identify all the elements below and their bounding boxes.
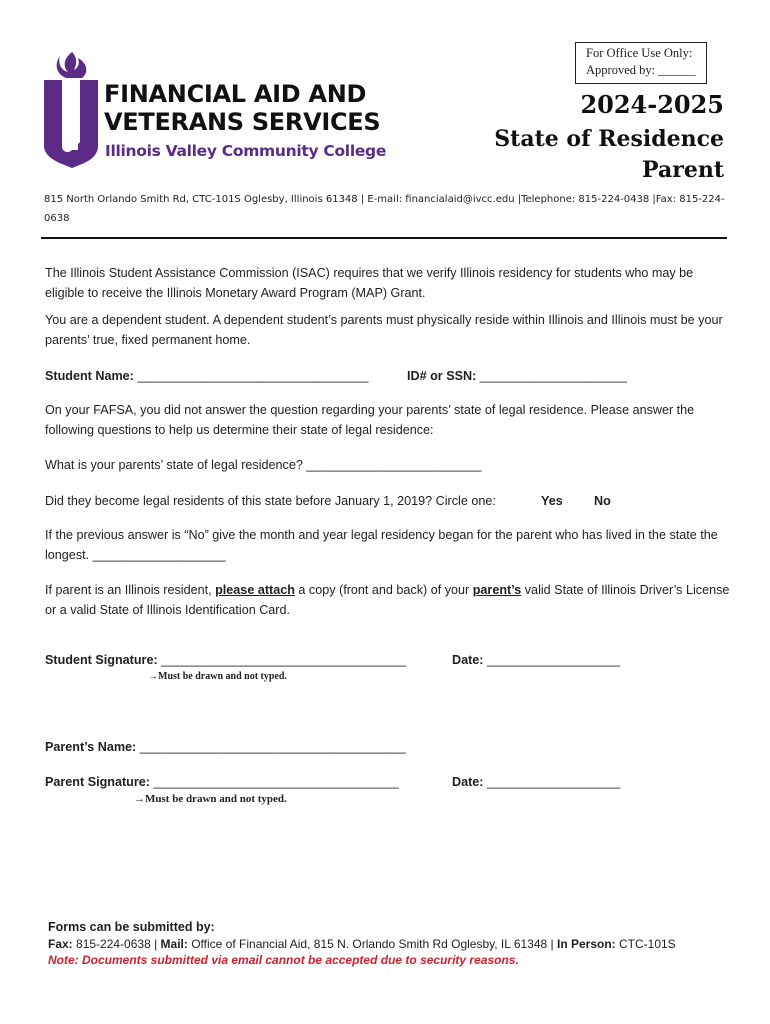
attach-paragraph bbox=[45, 580, 730, 620]
id-row bbox=[407, 366, 727, 386]
student-signature-note: →Must be drawn and not typed. bbox=[148, 671, 287, 682]
mail-value: Office of Financial Aid, 815 N. Orlando Smith Rd Oglesby, IL 61348 | bbox=[187, 937, 557, 951]
parent-date-label: Date: bbox=[452, 775, 487, 789]
contact-address: 815 North Orlando Smith Rd, CTC-101S Oglesby, Illinois 61348 | E-mail: financialaid@ivcc.edu |Telephone: 815-224-0438 |Fax: 815-224-0638 bbox=[44, 194, 725, 224]
fax-label: Fax: bbox=[48, 937, 73, 951]
parent-name-field[interactable]: ______________________________________ bbox=[139, 740, 406, 754]
academic-year: 2024-2025 bbox=[580, 90, 724, 119]
office-use-label: For Office Use Only: bbox=[586, 46, 693, 60]
submit-methods bbox=[48, 937, 738, 951]
parent-name-label: Parent’s Name: bbox=[45, 740, 140, 754]
month-year-label: If the previous answer is “No” give the month and year legal residency began for the parent who has lived in the state the longest. bbox=[45, 528, 718, 562]
student-name-field[interactable]: _________________________________ bbox=[137, 369, 369, 383]
parent-signature-label: Parent Signature: bbox=[45, 775, 154, 789]
before-date-label: Did they become legal residents of this state before January 1, 2019? Circle one: bbox=[45, 494, 496, 508]
dependent-paragraph: You are a dependent student. A dependent student’s parents must physically reside within Illinois and Illinois must be your parents’ true, fixed permanent home. bbox=[45, 313, 723, 347]
yes-option[interactable]: Yes bbox=[541, 494, 563, 508]
student-name-label: Student Name: bbox=[45, 369, 138, 383]
form-title: State of Residence bbox=[494, 126, 724, 152]
submit-heading: Forms can be submitted by: bbox=[48, 920, 215, 934]
office-use-box bbox=[575, 42, 707, 84]
parent-signature-field[interactable]: ___________________________________ bbox=[153, 775, 399, 789]
attach-text-3: valid State of Illinois Driver’s License or a valid State of Illinois Identification Card. bbox=[45, 583, 730, 617]
college-name: Illinois Valley Community College bbox=[105, 142, 387, 160]
college-logo bbox=[42, 50, 402, 170]
approved-by-field[interactable]: Approved by: ______ bbox=[586, 63, 696, 77]
email-warning-note: Note: Documents submitted via email cannot be accepted due to security reasons. bbox=[48, 953, 519, 967]
in-person-value: CTC-101S bbox=[615, 937, 676, 951]
student-date-row bbox=[452, 650, 732, 670]
no-option[interactable]: No bbox=[594, 494, 611, 508]
parent-date-field[interactable]: ___________________ bbox=[487, 775, 621, 789]
in-person-label: In Person: bbox=[556, 937, 616, 951]
student-signature-field[interactable]: ___________________________________ bbox=[161, 653, 407, 667]
intro-paragraph: The Illinois Student Assistance Commission (ISAC) requires that we verify Illinois residency for students who may be eligible to receive the Illinois Monetary Award Program (MAP) Grant. bbox=[45, 266, 694, 300]
attach-text-1: If parent is an Illinois resident, bbox=[45, 583, 216, 597]
ivcc-torch-logo-icon bbox=[42, 50, 100, 168]
parent-signature-note: →Must be drawn and not typed. bbox=[134, 793, 287, 805]
month-year-question bbox=[45, 525, 730, 565]
state-question-label: What is your parents’ state of legal residence? bbox=[45, 458, 307, 472]
state-question-row bbox=[45, 455, 730, 475]
form-subtitle: Parent bbox=[642, 157, 724, 183]
id-ssn-label: ID# or SSN: bbox=[407, 369, 480, 383]
attach-emphasis: please attach bbox=[215, 583, 295, 597]
mail-label: Mail: bbox=[160, 937, 188, 951]
student-signature-label: Student Signature: bbox=[45, 653, 162, 667]
attach-emphasis-2: parent’s bbox=[472, 583, 522, 597]
state-question-field[interactable]: _________________________ bbox=[306, 458, 482, 472]
month-year-field[interactable]: ___________________ bbox=[92, 548, 226, 562]
header-divider bbox=[41, 237, 727, 239]
logo-title-line1: FINANCIAL AID AND bbox=[104, 80, 367, 108]
parent-date-row bbox=[452, 772, 732, 792]
logo-title-line2: VETERANS SERVICES bbox=[104, 108, 381, 136]
id-ssn-field[interactable]: _____________________ bbox=[479, 369, 627, 383]
attach-text-2: a copy (front and back) of your bbox=[294, 583, 473, 597]
parent-name-row bbox=[45, 737, 730, 757]
fafsa-paragraph: On your FAFSA, you did not answer the question regarding your parents’ state of legal residence. Please answer the following questions to help us determine their state of legal residence: bbox=[45, 403, 695, 437]
student-date-field[interactable]: ___________________ bbox=[487, 653, 621, 667]
student-date-label: Date: bbox=[452, 653, 487, 667]
fax-value: 815-224-0638 | bbox=[72, 937, 161, 951]
